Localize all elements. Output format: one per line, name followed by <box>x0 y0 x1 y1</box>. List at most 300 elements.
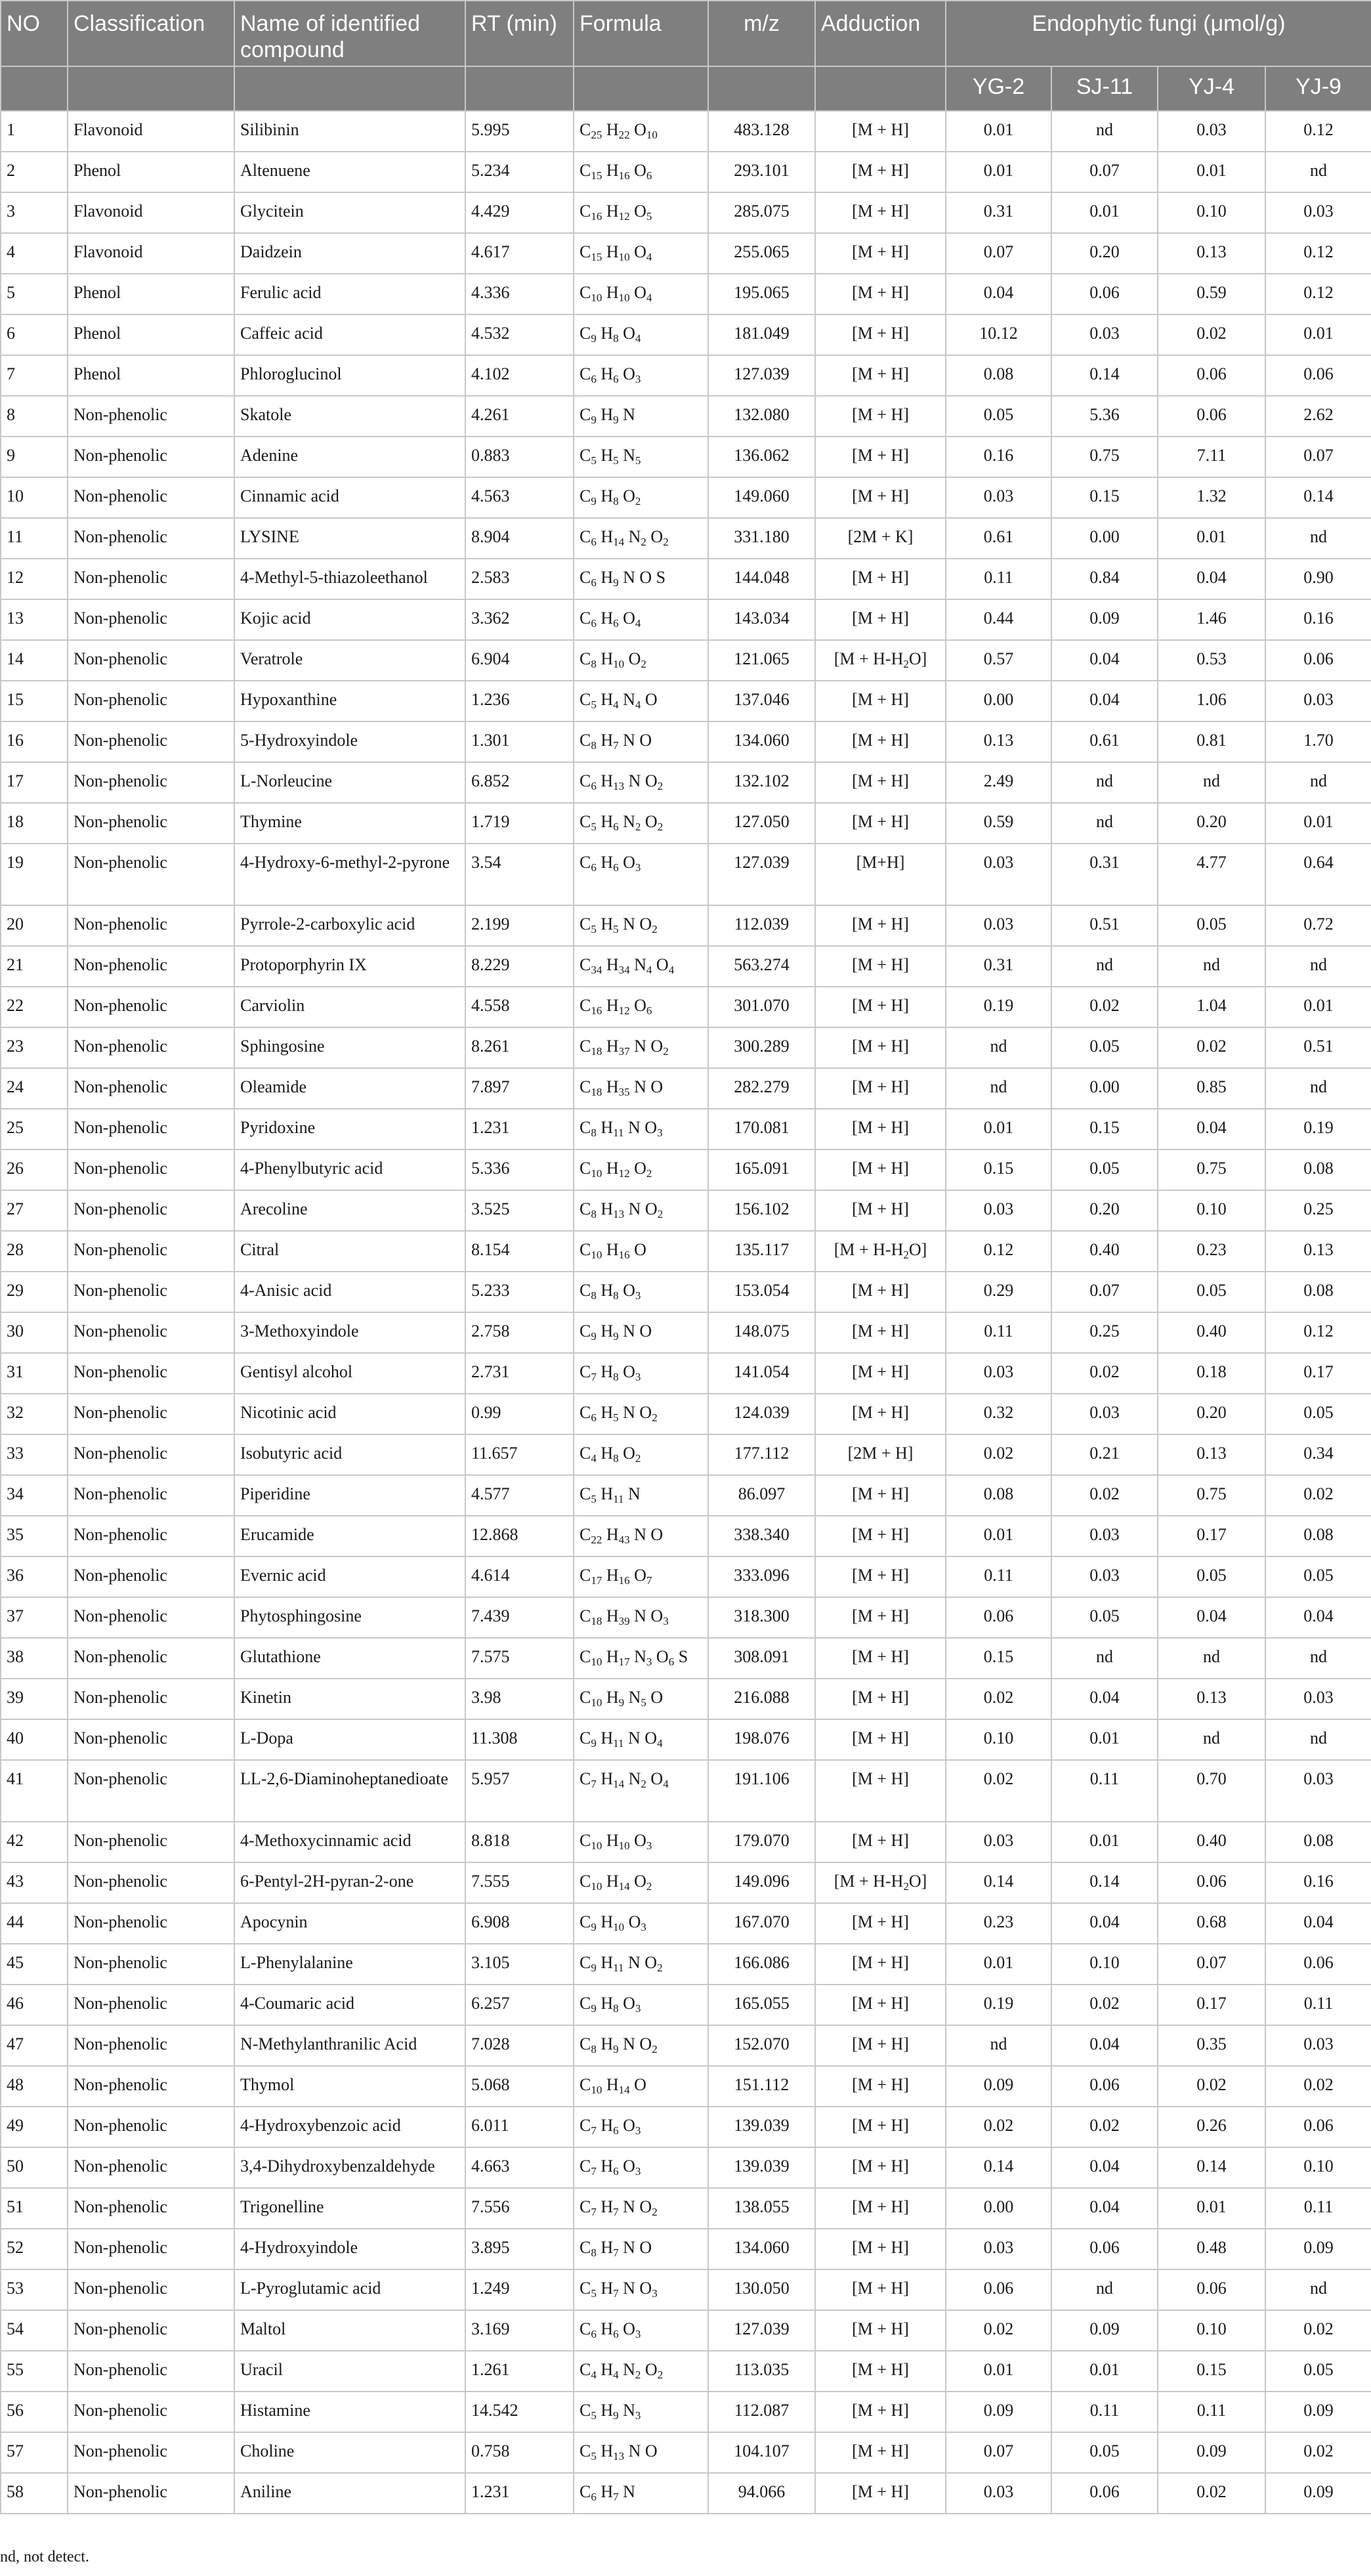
cell-yg-2: 0.11 <box>946 1312 1051 1353</box>
cell-adduction: [M + H] <box>815 2269 946 2310</box>
cell-formula: $C_8$ $H_{10}$ $O_2$ <box>574 640 708 681</box>
cell-rt: 2.758 <box>465 1312 574 1353</box>
cell-yj-4: 0.09 <box>1158 2432 1265 2473</box>
cell-no: 13 <box>1 599 68 640</box>
cell-no: 58 <box>1 2473 68 2514</box>
table-row <box>1 2025 1371 2066</box>
cell-mz: 167.070 <box>708 1903 815 1944</box>
cell-mz: 139.039 <box>708 2147 815 2188</box>
cell-yj-4: 0.05 <box>1158 905 1265 946</box>
cell-rt: 5.234 <box>465 152 574 192</box>
cell-yj-9: 0.10 <box>1265 2147 1371 2188</box>
cell-yj-9: nd <box>1265 762 1371 803</box>
header-name: Name of identified compound <box>234 1 465 66</box>
cell-rt: 4.532 <box>465 314 574 355</box>
cell-sj-11: 0.31 <box>1051 844 1158 905</box>
cell-formula: $C_{17}$ $H_{16}$ $O_7$ <box>574 1556 708 1597</box>
cell-yj-4: 0.02 <box>1158 314 1265 355</box>
cell-adduction: [M + H] <box>815 1190 946 1231</box>
cell-adduction: [M + H] <box>815 233 946 274</box>
cell-no: 38 <box>1 1638 68 1679</box>
cell-compound-name: 4-Coumaric acid <box>234 1985 465 2025</box>
cell-classification: Flavonoid <box>68 233 234 274</box>
cell-formula: $C_{10}$ $H_{10}$ $O_4$ <box>574 274 708 314</box>
cell-mz: 293.101 <box>708 152 815 192</box>
cell-compound-name: Silibinin <box>234 111 465 152</box>
cell-adduction: [M + H] <box>815 2351 946 2392</box>
cell-classification: Non-phenolic <box>68 1638 234 1679</box>
cell-adduction: [M + H] <box>815 1272 946 1312</box>
cell-yg-2: 0.03 <box>946 905 1051 946</box>
cell-yg-2: 0.07 <box>946 2432 1051 2473</box>
cell-yj-9: 2.62 <box>1265 396 1371 437</box>
cell-formula: $C_5$ $H_{13}$ N O <box>574 2432 708 2473</box>
cell-yj-4: 0.01 <box>1158 518 1265 559</box>
table-row <box>1 111 1371 152</box>
table-row <box>1 1985 1371 2025</box>
cell-rt: 8.229 <box>465 946 574 987</box>
cell-classification: Non-phenolic <box>68 2432 234 2473</box>
cell-classification: Non-phenolic <box>68 762 234 803</box>
cell-formula: $C_4$ $H_4$ $N_2$ $O_2$ <box>574 2351 708 2392</box>
cell-mz: 216.088 <box>708 1679 815 1719</box>
cell-adduction: [M + H] <box>815 1760 946 1822</box>
cell-yj-4: 0.06 <box>1158 2269 1265 2310</box>
cell-yg-2: 0.23 <box>946 1903 1051 1944</box>
cell-yj-9: 0.64 <box>1265 844 1371 905</box>
cell-compound-name: Kinetin <box>234 1679 465 1719</box>
cell-yj-4: 0.68 <box>1158 1903 1265 1944</box>
cell-sj-11: 0.51 <box>1051 905 1158 946</box>
cell-formula: $C_6$ $H_6$ $O_3$ <box>574 355 708 396</box>
cell-yj-9: 0.09 <box>1265 2392 1371 2432</box>
table-row <box>1 987 1371 1027</box>
table-row <box>1 905 1371 946</box>
cell-rt: 8.904 <box>465 518 574 559</box>
cell-yg-2: 0.13 <box>946 721 1051 762</box>
cell-rt: 1.236 <box>465 681 574 721</box>
cell-mz: 300.289 <box>708 1027 815 1068</box>
cell-no: 46 <box>1 1985 68 2025</box>
cell-rt: 4.336 <box>465 274 574 314</box>
cell-yg-2: 0.09 <box>946 2066 1051 2107</box>
table-row <box>1 518 1371 559</box>
table-row <box>1 1068 1371 1109</box>
cell-no: 37 <box>1 1597 68 1638</box>
cell-no: 47 <box>1 2025 68 2066</box>
cell-sj-11: 0.21 <box>1051 1434 1158 1475</box>
cell-yg-2: 0.02 <box>946 2310 1051 2351</box>
header-strain-sj-11: SJ-11 <box>1051 66 1158 111</box>
cell-no: 20 <box>1 905 68 946</box>
cell-classification: Non-phenolic <box>68 1862 234 1903</box>
cell-adduction: [M + H] <box>815 1394 946 1434</box>
cell-yj-9: 0.02 <box>1265 2310 1371 2351</box>
cell-adduction: [M + H] <box>815 396 946 437</box>
cell-sj-11: 0.04 <box>1051 2025 1158 2066</box>
cell-compound-name: Evernic acid <box>234 1556 465 1597</box>
cell-compound-name: 3,4-Dihydroxybenzaldehyde <box>234 2147 465 2188</box>
cell-compound-name: Apocynin <box>234 1903 465 1944</box>
cell-classification: Non-phenolic <box>68 803 234 844</box>
cell-mz: 124.039 <box>708 1394 815 1434</box>
cell-yg-2: 0.02 <box>946 1434 1051 1475</box>
cell-rt: 6.257 <box>465 1985 574 2025</box>
cell-yj-9: nd <box>1265 1719 1371 1760</box>
cell-compound-name: Erucamide <box>234 1516 465 1556</box>
cell-yg-2: 0.01 <box>946 111 1051 152</box>
cell-yj-9: 0.03 <box>1265 2025 1371 2066</box>
cell-yg-2: 0.09 <box>946 2392 1051 2432</box>
cell-classification: Non-phenolic <box>68 437 234 477</box>
cell-compound-name: Phytosphingosine <box>234 1597 465 1638</box>
cell-formula: $C_9$ $H_9$ N O <box>574 1312 708 1353</box>
cell-rt: 5.336 <box>465 1149 574 1190</box>
cell-yg-2: 0.01 <box>946 2351 1051 2392</box>
table-row <box>1 721 1371 762</box>
table-row <box>1 1434 1371 1475</box>
cell-rt: 3.895 <box>465 2229 574 2269</box>
cell-classification: Non-phenolic <box>68 1190 234 1231</box>
header-blank <box>234 66 465 111</box>
cell-classification: Non-phenolic <box>68 2107 234 2147</box>
cell-classification: Non-phenolic <box>68 518 234 559</box>
cell-rt: 6.011 <box>465 2107 574 2147</box>
cell-yj-4: 0.01 <box>1158 2188 1265 2229</box>
cell-sj-11: 0.07 <box>1051 1272 1158 1312</box>
cell-compound-name: 4-Phenylbutyric acid <box>234 1149 465 1190</box>
cell-yj-9: 0.01 <box>1265 803 1371 844</box>
cell-yj-4: 0.04 <box>1158 1109 1265 1149</box>
cell-yj-4: 0.13 <box>1158 1679 1265 1719</box>
cell-classification: Non-phenolic <box>68 1944 234 1985</box>
cell-formula: $C_5$ $H_5$ N $O_2$ <box>574 905 708 946</box>
cell-formula: $C_{25}$ $H_{22}$ $O_{10}$ <box>574 111 708 152</box>
cell-classification: Non-phenolic <box>68 1312 234 1353</box>
cell-sj-11: 0.84 <box>1051 559 1158 599</box>
cell-compound-name: 6-Pentyl-2H-pyran-2-one <box>234 1862 465 1903</box>
cell-formula: $C_8$ $H_7$ N O <box>574 721 708 762</box>
table-row <box>1 1272 1371 1312</box>
cell-adduction: [M + H] <box>815 559 946 599</box>
cell-sj-11: 0.10 <box>1051 1944 1158 1985</box>
table-row <box>1 1822 1371 1862</box>
cell-no: 27 <box>1 1190 68 1231</box>
table-row <box>1 762 1371 803</box>
cell-classification: Phenol <box>68 355 234 396</box>
cell-formula: $C_{10}$ $H_{16}$ O <box>574 1231 708 1272</box>
cell-no: 36 <box>1 1556 68 1597</box>
cell-no: 2 <box>1 152 68 192</box>
cell-yj-9: 0.16 <box>1265 1862 1371 1903</box>
cell-adduction: [M + H] <box>815 111 946 152</box>
cell-compound-name: LL-2,6-Diaminoheptanedioate <box>234 1760 465 1822</box>
cell-classification: Non-phenolic <box>68 2269 234 2310</box>
cell-sj-11: nd <box>1051 762 1158 803</box>
cell-yg-2: 0.29 <box>946 1272 1051 1312</box>
cell-sj-11: 0.06 <box>1051 2066 1158 2107</box>
table-row <box>1 1027 1371 1068</box>
cell-yj-4: 0.11 <box>1158 2392 1265 2432</box>
cell-no: 55 <box>1 2351 68 2392</box>
cell-compound-name: Hypoxanthine <box>234 681 465 721</box>
cell-rt: 8.261 <box>465 1027 574 1068</box>
cell-yj-4: 0.02 <box>1158 2066 1265 2107</box>
cell-compound-name: Sphingosine <box>234 1027 465 1068</box>
table-row <box>1 233 1371 274</box>
cell-yg-2: 2.49 <box>946 762 1051 803</box>
cell-adduction: [M + H] <box>815 1516 946 1556</box>
cell-rt: 3.98 <box>465 1679 574 1719</box>
cell-yj-4: 0.05 <box>1158 1556 1265 1597</box>
cell-no: 1 <box>1 111 68 152</box>
cell-yg-2: 0.15 <box>946 1638 1051 1679</box>
cell-yj-9: nd <box>1265 946 1371 987</box>
cell-yj-9: 0.14 <box>1265 477 1371 518</box>
cell-no: 7 <box>1 355 68 396</box>
cell-formula: $C_8$ $H_{13}$ N $O_2$ <box>574 1190 708 1231</box>
cell-sj-11: 0.15 <box>1051 1109 1158 1149</box>
cell-yj-4: 0.48 <box>1158 2229 1265 2269</box>
cell-rt: 7.897 <box>465 1068 574 1109</box>
cell-compound-name: Maltol <box>234 2310 465 2351</box>
cell-yg-2: 0.08 <box>946 1475 1051 1516</box>
cell-mz: 135.117 <box>708 1231 815 1272</box>
cell-yg-2: 0.03 <box>946 1353 1051 1394</box>
cell-classification: Non-phenolic <box>68 681 234 721</box>
cell-no: 57 <box>1 2432 68 2473</box>
cell-rt: 1.231 <box>465 2473 574 2514</box>
cell-compound-name: 4-Methoxycinnamic acid <box>234 1822 465 1862</box>
cell-sj-11: 0.15 <box>1051 477 1158 518</box>
cell-formula: $C_8$ $H_8$ $O_3$ <box>574 1272 708 1312</box>
cell-yj-4: 0.20 <box>1158 803 1265 844</box>
cell-no: 32 <box>1 1394 68 1434</box>
cell-compound-name: Thymol <box>234 2066 465 2107</box>
cell-compound-name: Glutathione <box>234 1638 465 1679</box>
cell-yj-4: 0.06 <box>1158 396 1265 437</box>
table-row <box>1 152 1371 192</box>
cell-classification: Non-phenolic <box>68 1719 234 1760</box>
cell-rt: 0.99 <box>465 1394 574 1434</box>
cell-rt: 3.54 <box>465 844 574 905</box>
cell-sj-11: 0.05 <box>1051 1149 1158 1190</box>
cell-yj-4: 0.40 <box>1158 1312 1265 1353</box>
cell-yg-2: 0.14 <box>946 2147 1051 2188</box>
cell-no: 10 <box>1 477 68 518</box>
cell-adduction: [M + H] <box>815 2188 946 2229</box>
header-blank <box>815 66 946 111</box>
cell-yj-9: 0.05 <box>1265 1394 1371 1434</box>
cell-sj-11: 0.05 <box>1051 1027 1158 1068</box>
cell-mz: 144.048 <box>708 559 815 599</box>
cell-yj-9: 0.11 <box>1265 2188 1371 2229</box>
cell-compound-name: L-Dopa <box>234 1719 465 1760</box>
cell-classification: Non-phenolic <box>68 1556 234 1597</box>
cell-yj-9: 1.70 <box>1265 721 1371 762</box>
cell-yj-9: 0.02 <box>1265 2066 1371 2107</box>
cell-formula: $C_6$ $H_5$ N $O_2$ <box>574 1394 708 1434</box>
cell-mz: 318.300 <box>708 1597 815 1638</box>
cell-formula: $C_{18}$ $H_{37}$ N $O_2$ <box>574 1027 708 1068</box>
table-row <box>1 437 1371 477</box>
cell-yj-9: nd <box>1265 1068 1371 1109</box>
cell-yj-9: 0.09 <box>1265 2229 1371 2269</box>
cell-mz: 130.050 <box>708 2269 815 2310</box>
cell-classification: Non-phenolic <box>68 1985 234 2025</box>
cell-compound-name: 4-Hydroxyindole <box>234 2229 465 2269</box>
cell-mz: 138.055 <box>708 2188 815 2229</box>
header-rt: RT (min) <box>465 1 574 66</box>
cell-yg-2: 0.03 <box>946 1190 1051 1231</box>
cell-yg-2: 0.19 <box>946 987 1051 1027</box>
cell-mz: 166.086 <box>708 1944 815 1985</box>
cell-sj-11: 0.06 <box>1051 274 1158 314</box>
table-row <box>1 2351 1371 2392</box>
cell-rt: 14.542 <box>465 2392 574 2432</box>
cell-no: 50 <box>1 2147 68 2188</box>
cell-yg-2: 0.10 <box>946 1719 1051 1760</box>
cell-compound-name: Isobutyric acid <box>234 1434 465 1475</box>
cell-sj-11: 0.03 <box>1051 1556 1158 1597</box>
cell-sj-11: 0.07 <box>1051 152 1158 192</box>
cell-yj-4: nd <box>1158 1638 1265 1679</box>
cell-formula: $C_9$ $H_{11}$ N $O_2$ <box>574 1944 708 1985</box>
cell-compound-name: 4-Anisic acid <box>234 1272 465 1312</box>
cell-sj-11: 0.40 <box>1051 1231 1158 1272</box>
cell-compound-name: L-Phenylalanine <box>234 1944 465 1985</box>
cell-compound-name: 4-Hydroxy-6-methyl-2-pyrone <box>234 844 465 905</box>
table-header <box>1 1 1371 111</box>
cell-mz: 127.039 <box>708 2310 815 2351</box>
header-mz: m/z <box>708 1 815 66</box>
table-row <box>1 1556 1371 1597</box>
cell-classification: Non-phenolic <box>68 2310 234 2351</box>
cell-adduction: [M + H] <box>815 762 946 803</box>
cell-classification: Non-phenolic <box>68 1475 234 1516</box>
cell-no: 4 <box>1 233 68 274</box>
cell-sj-11: 0.02 <box>1051 1353 1158 1394</box>
cell-formula: $C_{18}$ $H_{39}$ N $O_3$ <box>574 1597 708 1638</box>
table-row <box>1 314 1371 355</box>
cell-mz: 143.034 <box>708 599 815 640</box>
cell-sj-11: 0.00 <box>1051 518 1158 559</box>
cell-formula: $C_5$ $H_9$ $N_3$ <box>574 2392 708 2432</box>
cell-yj-4: 0.81 <box>1158 721 1265 762</box>
cell-mz: 112.087 <box>708 2392 815 2432</box>
cell-rt: 4.558 <box>465 987 574 1027</box>
cell-adduction: [M + H] <box>815 2432 946 2473</box>
cell-yj-9: 0.05 <box>1265 2351 1371 2392</box>
cell-rt: 5.233 <box>465 1272 574 1312</box>
header-formula: Formula <box>574 1 708 66</box>
cell-compound-name: LYSINE <box>234 518 465 559</box>
cell-classification: Non-phenolic <box>68 477 234 518</box>
cell-compound-name: Carviolin <box>234 987 465 1027</box>
cell-rt: 11.657 <box>465 1434 574 1475</box>
header-strain-yj-4: YJ-4 <box>1158 66 1265 111</box>
table-row <box>1 1903 1371 1944</box>
cell-classification: Non-phenolic <box>68 396 234 437</box>
cell-sj-11: nd <box>1051 1638 1158 1679</box>
cell-classification: Non-phenolic <box>68 1027 234 1068</box>
cell-formula: $C_{10}$ $H_{14}$ O <box>574 2066 708 2107</box>
cell-formula: $C_6$ $H_7$ N <box>574 2473 708 2514</box>
cell-yj-9: nd <box>1265 152 1371 192</box>
cell-classification: Non-phenolic <box>68 946 234 987</box>
cell-yg-2: 0.01 <box>946 1944 1051 1985</box>
cell-formula: $C_9$ $H_8$ $O_3$ <box>574 1985 708 2025</box>
cell-yj-9: 0.06 <box>1265 640 1371 681</box>
cell-adduction: [M + H] <box>815 1597 946 1638</box>
cell-mz: 333.096 <box>708 1556 815 1597</box>
cell-yj-9: nd <box>1265 1638 1371 1679</box>
cell-sj-11: 0.06 <box>1051 2473 1158 2514</box>
cell-formula: $C_{18}$ $H_{35}$ N O <box>574 1068 708 1109</box>
cell-rt: 2.731 <box>465 1353 574 1394</box>
cell-rt: 4.563 <box>465 477 574 518</box>
cell-formula: $C_5$ $H_{11}$ N <box>574 1475 708 1516</box>
cell-yj-9: 0.25 <box>1265 1190 1371 1231</box>
cell-yj-4: 1.06 <box>1158 681 1265 721</box>
table-row <box>1 1109 1371 1149</box>
cell-mz: 104.107 <box>708 2432 815 2473</box>
cell-classification: Non-phenolic <box>68 1760 234 1822</box>
cell-rt: 1.301 <box>465 721 574 762</box>
cell-formula: $C_{16}$ $H_{12}$ $O_5$ <box>574 192 708 233</box>
cell-mz: 181.049 <box>708 314 815 355</box>
cell-rt: 2.199 <box>465 905 574 946</box>
cell-formula: $C_{16}$ $H_{12}$ $O_6$ <box>574 987 708 1027</box>
table-row <box>1 2147 1371 2188</box>
cell-yj-4: 0.05 <box>1158 1272 1265 1312</box>
cell-compound-name: Gentisyl alcohol <box>234 1353 465 1394</box>
cell-formula: $C_8$ $H_{11}$ N $O_3$ <box>574 1109 708 1149</box>
cell-adduction: [M + H] <box>815 2310 946 2351</box>
table-row <box>1 1679 1371 1719</box>
cell-mz: 179.070 <box>708 1822 815 1862</box>
cell-no: 51 <box>1 2188 68 2229</box>
cell-yj-4: 0.04 <box>1158 1597 1265 1638</box>
cell-adduction: [M + H] <box>815 437 946 477</box>
cell-yj-9: 0.19 <box>1265 1109 1371 1149</box>
cell-formula: $C_{15}$ $H_{16}$ $O_6$ <box>574 152 708 192</box>
cell-no: 9 <box>1 437 68 477</box>
cell-yg-2: 0.11 <box>946 559 1051 599</box>
table-row <box>1 681 1371 721</box>
cell-yj-9: 0.04 <box>1265 1903 1371 1944</box>
cell-adduction: [2M + H] <box>815 1434 946 1475</box>
cell-yj-4: 0.17 <box>1158 1516 1265 1556</box>
cell-classification: Non-phenolic <box>68 640 234 681</box>
cell-sj-11: 0.02 <box>1051 1475 1158 1516</box>
cell-compound-name: Trigonelline <box>234 2188 465 2229</box>
cell-yj-4: 0.18 <box>1158 1353 1265 1394</box>
cell-yj-4: 4.77 <box>1158 844 1265 905</box>
cell-rt: 8.154 <box>465 1231 574 1272</box>
cell-no: 52 <box>1 2229 68 2269</box>
cell-yj-4: 1.46 <box>1158 599 1265 640</box>
cell-yj-4: 0.06 <box>1158 1862 1265 1903</box>
cell-sj-11: 0.02 <box>1051 2107 1158 2147</box>
cell-classification: Flavonoid <box>68 192 234 233</box>
cell-formula: $C_9$ $H_9$ N <box>574 396 708 437</box>
cell-adduction: [M + H] <box>815 803 946 844</box>
cell-rt: 7.028 <box>465 2025 574 2066</box>
cell-rt: 11.308 <box>465 1719 574 1760</box>
cell-adduction: [M + H] <box>815 2473 946 2514</box>
table-row <box>1 1231 1371 1272</box>
